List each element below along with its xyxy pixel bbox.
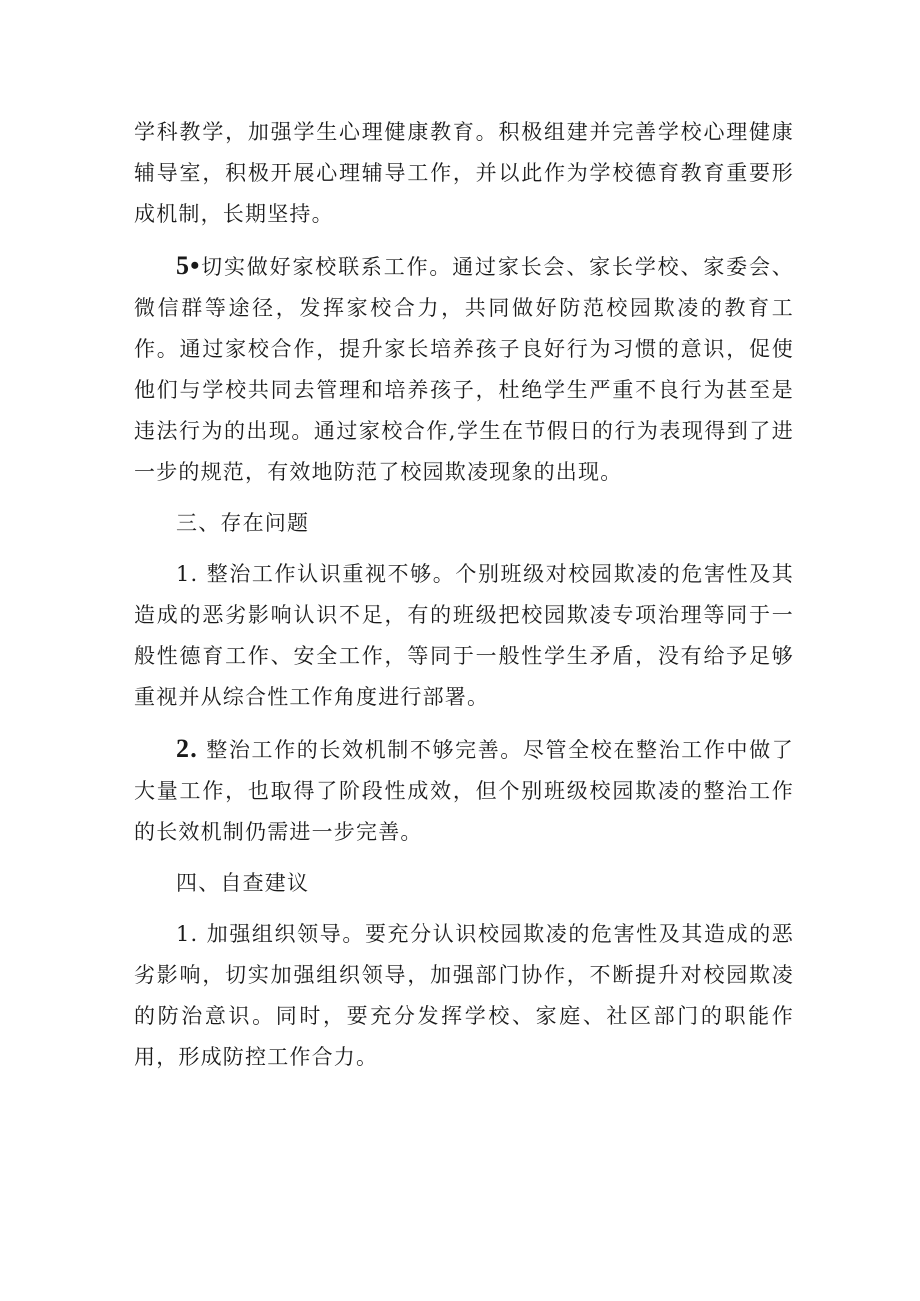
paragraph-text: 加强组织领导。要充分认识校园欺凌的危害性及其造成的恶劣影响，切实加强组织领导，加强部门协作，不断提升对校园欺凌的防治意识。同时，要充分发挥学校、家庭、社区部门的职能作用，形成防控工作合力。: [134, 922, 794, 1069]
section-heading-4: 四、自查建议: [176, 871, 310, 895]
paragraph-text: 切实做好家校联系工作。通过家长会、家长学校、家委会、微信群等途径，发挥家校合力，共同做好防范校园欺凌的教育工作。通过家校合作，提升家长培养孩子良好行为习惯的意识，促使他们与学校共同去管理和培养孩子，杜绝学生严重不良行为甚至是违法行为的出现。通过家校合作,学生在节假日的行为表现得到了进一步的规范，有效地防范了校园欺凌现象的出现。: [134, 255, 794, 484]
problem-item-1: [134, 554, 794, 718]
item-number: 1.: [176, 562, 199, 586]
item-number: 5•: [176, 251, 201, 280]
paragraph-continuation: [134, 112, 794, 235]
paragraph-text: 整治工作认识重视不够。个别班级对校园欺凌的危害性及其造成的恶劣影响认识不足，有的班级把校园欺凌专项治理等同于一般性德育工作、安全工作，等同于一般性学生矛盾，没有给予足够重视并从综合性工作角度进行部署。: [134, 562, 794, 709]
item-number: 2.: [176, 734, 198, 763]
document-body: [134, 112, 794, 1088]
problem-item-2: [134, 728, 794, 853]
paragraph-text: 整治工作的长效机制不够完善。尽管全校在整治工作中做了大量工作，也取得了阶段性成效，但个别班级校园欺凌的整治工作的长效机制仍需进一步完善。: [134, 738, 794, 844]
paragraph-text: 学科教学，加强学生心理健康教育。积极组建并完善学校心理健康辅导室，积极开展心理辅导工作，并以此作为学校德育教育重要形成机制，长期坚持。: [134, 120, 794, 226]
section-heading-3: 三、存在问题: [176, 511, 310, 535]
item-number: 1.: [176, 922, 199, 946]
suggestion-item-1: [134, 914, 794, 1078]
paragraph-item-5: [134, 245, 794, 493]
